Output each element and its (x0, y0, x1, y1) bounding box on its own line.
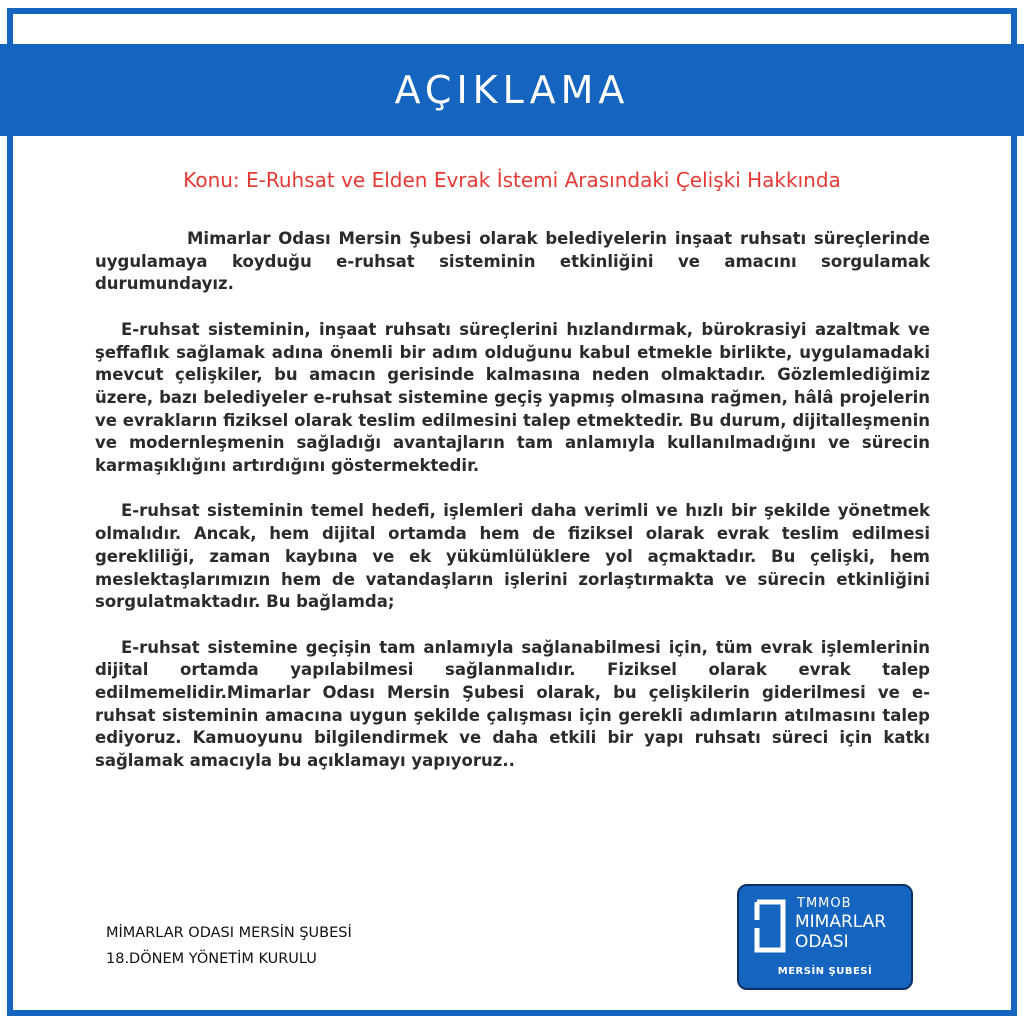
tmmob-logo (737, 884, 913, 990)
header-band (0, 44, 1024, 136)
paragraph: E-ruhsat sisteminin temel hedefi, işlemleri daha verimli ve hızlı bir şekilde yönetmek olmalıdır. Ancak, hem dijital ortamda hem de fiziksel olarak evrak teslim edilmesi gerekliliği, zaman kaybına ve ek yükümlülüklere yol açmaktadır. Bu çelişki, hem meslektaşlarımızın hem de vatandaşların işlerini zorlaştırmakta ve sürecin etkinliğini sorgulatmaktadır. Bu bağlamda; (95, 501, 930, 612)
page-title: AÇIKLAMA (394, 68, 630, 112)
paragraph: E-ruhsat sistemine geçişin tam anlamıyla sağlanabilmesi için, tüm evrak işlemlerinin dijital ortamda yapılabilmesi sağlanmalıdır. Fiziksel olarak evrak talep edilmemelidir.Mimarlar Odası Mersin Şubesi olarak, bu çelişkilerin giderilmesi ve e-ruhsat sisteminin amacına uygun şekilde çalışması için gerekli adımların atılmasını talep ediyoruz. Kamuoyunu bilgilendirmek ve daha etkili bir yapı ruhsatı süreci için katkı sağlamak amacıyla bu açıklamayı yapıyoruz.. (95, 637, 930, 771)
statement-body (95, 228, 930, 796)
paragraph: Mimarlar Odası Mersin Şubesi olarak belediyelerin inşaat ruhsatı süreçlerinde uygulamaya koyduğu e-ruhsat sisteminin etkinliğini ve amacını sorgulamak durumundayız. (95, 229, 930, 294)
logo-mimarlar: MIMARLAR (795, 912, 887, 932)
architect-bracket-icon (753, 898, 787, 954)
signature-board: 18.DÖNEM YÖNETİM KURULU (106, 951, 317, 967)
logo-tmmob: TMMOB (797, 896, 852, 911)
signature-block (106, 920, 352, 972)
subject-line: Konu: E-Ruhsat ve Elden Evrak İstemi Arasındaki Çelişki Hakkında (183, 168, 841, 192)
logo-branch: MERSİN ŞUBESİ (777, 966, 873, 977)
signature-organization: MİMARLAR ODASI MERSİN ŞUBESİ (106, 925, 352, 941)
paragraph: E-ruhsat sisteminin, inşaat ruhsatı süreçlerini hızlandırmak, bürokrasiyi azaltmak ve şeffaflık sağlamak adına önemli bir adım olduğunu kabul etmekle birlikte, uygulamadaki mevcut çelişkiler, bu amacın gerisinde kalmasına neden olmaktadır. Gözlemlediğimiz üzere, bazı belediyeler e-ruhsat sistemine geçiş yapmış olmasına rağmen, hâlâ projelerin ve evrakların fiziksel olarak teslim edilmesini talep etmektedir. Bu durum, dijitalleşmenin ve modernleşmenin sağladığı avantajların tam anlamıyla kullanılmadığını ve sürecin karmaşıklığını artırdığını göstermektedir. (95, 319, 930, 476)
logo-odasi: ODASI (795, 932, 849, 952)
